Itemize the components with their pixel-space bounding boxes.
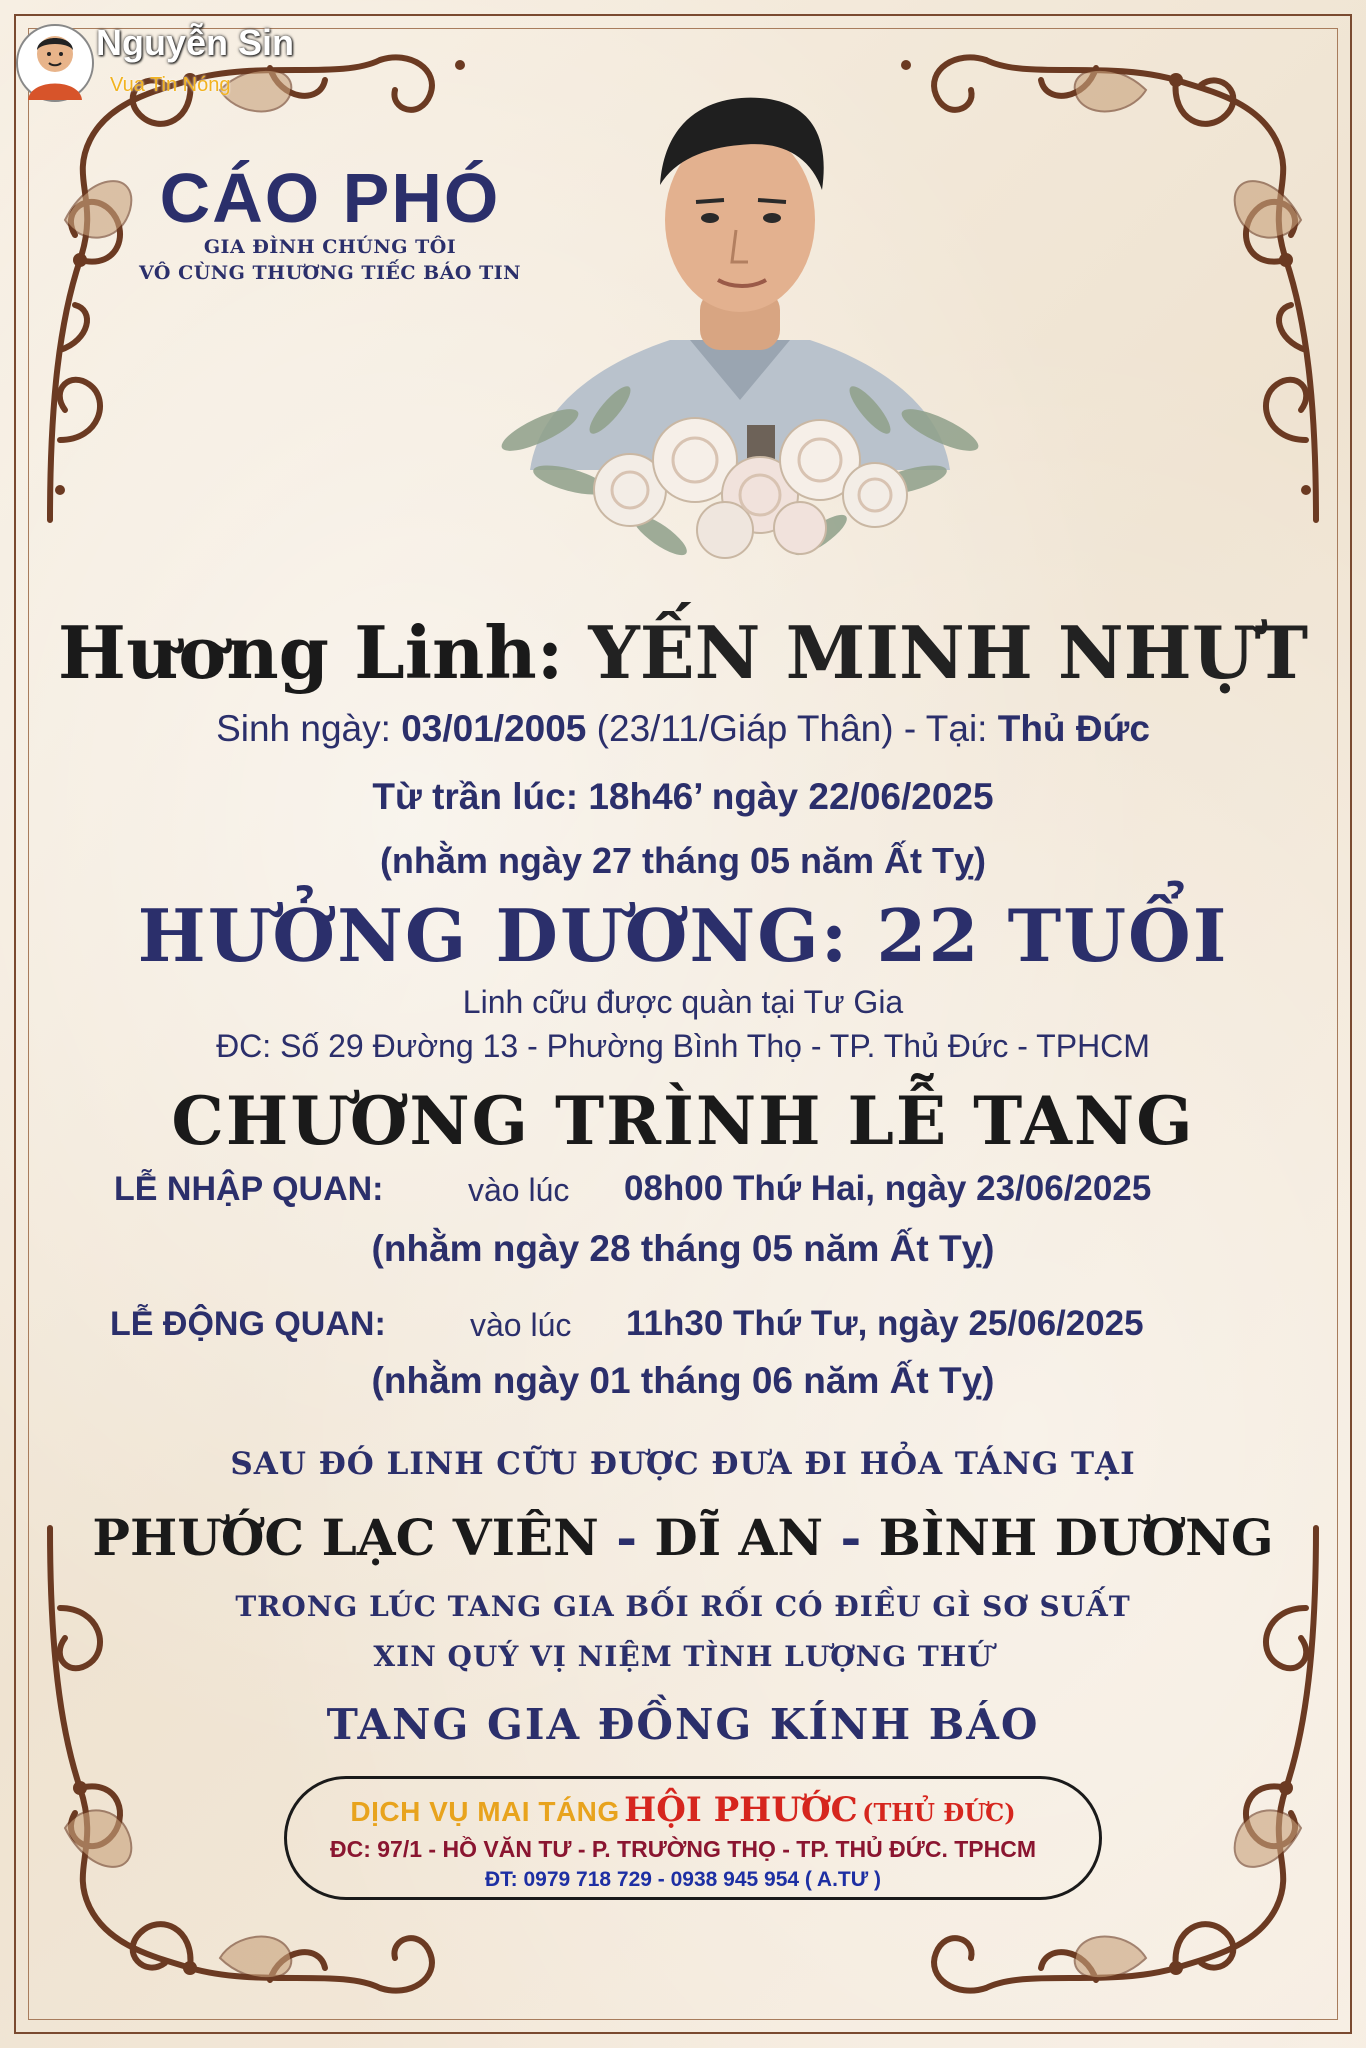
age-line: HƯỞNG DƯƠNG: 22 TUỔI [137, 893, 1229, 978]
event-procession-lunar: (nhằm ngày 01 tháng 06 năm Ất Tỵ) [371, 1360, 995, 1401]
cremation-place-name: PHƯỚC LẠC VIÊN [92, 1508, 599, 1567]
corner-ornament-icon [20, 1508, 500, 2028]
service-name: HỘI PHƯỚC [624, 1790, 858, 1830]
birth-line [0, 708, 1366, 750]
birth-place: Thủ Đức [997, 708, 1150, 749]
cremation-line: SAU ĐÓ LINH CỮU ĐƯỢC ĐƯA ĐI HỎA TÁNG TẠI [230, 1446, 1136, 1482]
watermark [10, 14, 295, 110]
corner-ornament-icon [866, 1508, 1346, 2028]
birth-label: Sinh ngày: [216, 708, 391, 749]
service-address: ĐC: 97/1 - HỒ VĂN TƯ - P. TRƯỜNG THỌ - TP. THỦ ĐỨC. TPHCM [330, 1836, 1036, 1862]
wake-location: Linh cữu được quàn tại Tư Gia [462, 984, 904, 1020]
program-title: CHƯƠNG TRÌNH LỄ TANG [171, 1082, 1195, 1160]
birth-lunar-date: (23/11/Giáp Thân) [596, 708, 894, 749]
apology-line-2: XIN QUÝ VỊ NIỆM TÌNH LƯỢNG THỨ [373, 1640, 993, 1673]
event-procession-label: LỄ ĐỘNG QUAN: [110, 1305, 386, 1343]
cremation-place-city: DĨ AN [654, 1508, 824, 1567]
apology-line-1: TRONG LÚC TANG GIA BỐI RỐI CÓ ĐIỀU GÌ SƠ SUẤT [235, 1590, 1131, 1623]
header-subtitle-line1: GIA ĐÌNH CHÚNG TÔI [203, 236, 457, 258]
cremation-place [0, 1508, 1366, 1567]
event-procession-at: vào lúc [470, 1307, 572, 1343]
cremation-place-province: BÌNH DƯƠNG [878, 1508, 1274, 1567]
deceased-name-line [0, 610, 1366, 695]
service-phone: ĐT: 0979 718 729 - 0938 945 954 ( A.TƯ ) [484, 1868, 882, 1891]
event-encoffining-time: 08h00 Thứ Hai, ngày 23/06/2025 [624, 1169, 1152, 1208]
event-encoffining-lunar: (nhằm ngày 28 tháng 05 năm Ất Tỵ) [371, 1228, 995, 1269]
sign-off: TANG GIA ĐỒNG KÍNH BÁO [326, 1700, 1040, 1749]
service-area: (THỦ ĐỨC) [862, 1798, 1016, 1827]
page-title: CÁO PHÓ [159, 159, 501, 237]
birth-place-label: - Tại: [903, 708, 988, 749]
cremation-separator: - [840, 1508, 862, 1567]
deceased-name-label: Hương Linh: [57, 610, 564, 695]
event-encoffining-label: LỄ NHẬP QUAN: [114, 1170, 384, 1208]
deceased-name: YẾN MINH NHỰT [588, 610, 1309, 695]
portrait-photo [460, 40, 1020, 600]
event-procession-time: 11h30 Thứ Tư, ngày 25/06/2025 [626, 1304, 1144, 1343]
birth-date: 03/01/2005 [401, 708, 587, 749]
wake-address: ĐC: Số 29 Đường 13 - Phường Bình Thọ - TP. Thủ Đức - TPHCM [216, 1028, 1150, 1064]
watermark-name: Nguyễn Sin [96, 22, 295, 63]
mascot-icon [14, 20, 96, 106]
cremation-separator: - [616, 1508, 637, 1567]
death-line: Từ trần lúc: 18h46’ ngày 22/06/2025 [372, 776, 994, 817]
watermark-tagline: Vua Tin Nóng [110, 74, 231, 96]
service-prefix: DỊCH VỤ MAI TÁNG [350, 1796, 620, 1827]
death-lunar-date: (nhằm ngày 27 tháng 05 năm Ất Tỵ) [379, 840, 987, 881]
funeral-service-title [0, 1790, 1366, 1830]
event-encoffining-at: vào lúc [468, 1172, 570, 1208]
header-subtitle-line2: VÔ CÙNG THƯƠNG TIẾC BÁO TIN [139, 262, 521, 284]
